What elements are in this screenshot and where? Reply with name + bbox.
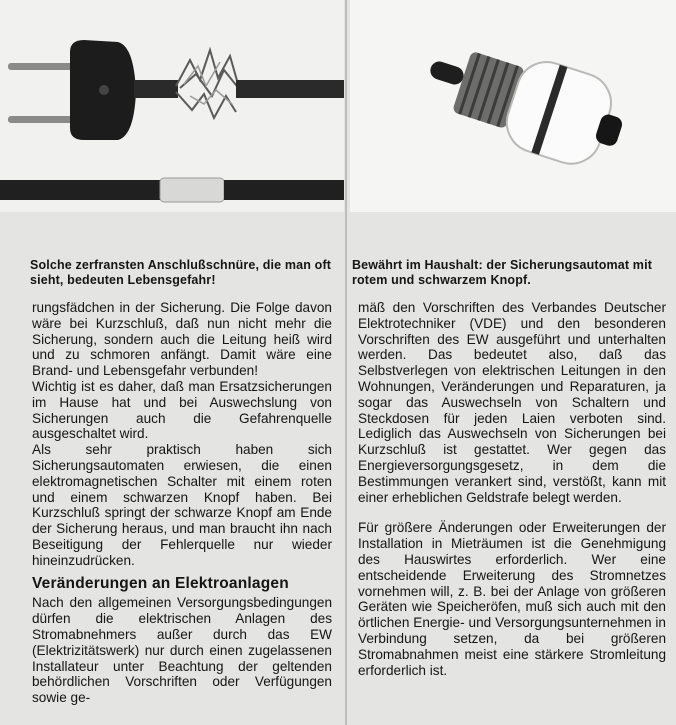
body-paragraph: mäß den Vorschriften des Verbandes Deutscher Elektrotechniker (VDE) und den besonderen Vorschriften des EW ausgeführt und unterhalten werden. Das bedeutet also, daß das Selbstverlegen von elektrischen Leitungen in den Wohnungen, Veränderungen und Reparaturen, ja sogar das Auswechseln von Schaltern und Steckdosen für jeden Laien verboten sind. Lediglich das Auswechseln von Sicherungen bei Kurzschluß ist gestattet. Wer gegen das Energieversorgungsgesetz, in dem die Bestimmungen verankert sind, verstößt, kann mit einer erheblichen Geldstrafe belegt werden.: [358, 300, 666, 505]
frayed-cable-illustration: [0, 0, 344, 212]
body-paragraph: Als sehr praktisch haben sich Sicherungsautomaten erwiesen, die einen elektromagnetischen Schalter mit einem roten und einem schwarzen Knopf haben. Bei Kurzschluß springt der schwarze Knopf am Ende der Sicherung heraus, und man braucht ihn nach Beseitigung der Fehlerquelle nur wieder hineinzudrücken.: [32, 442, 332, 568]
photo-caption-left: Solche zerfransten Anschlußschnüre, die man oft sieht, bedeuten Lebensgefahr!: [30, 258, 332, 287]
section-heading: Veränderungen an Elektroanlagen: [32, 574, 289, 592]
left-text-column: [32, 300, 332, 706]
column-divider: [345, 0, 347, 725]
body-paragraph: Wichtig ist es daher, daß man Ersatzsicherungen im Hause hat und bei Auswechslung von Sicherungen auch die Gefahrenquelle ausgeschaltet wird.: [32, 378, 332, 442]
body-paragraph: Für größere Änderungen oder Erweiterungen der Installation in Mieträumen ist die Genehmigung des Hauswirtes erforderlich. Wer eine entscheidende Erweiterung des Stromnetzes vornehmen will, z. B. bei der Anlage von größeren Geräten wie Speicheröfen, muß sich auch mit den örtlichen Energie- und Versorgungsunternehmen in Verbindung setzen, da bei größeren Stromabnahmen meist eine stärkere Stromleitung erforderlich ist.: [358, 520, 666, 678]
circuit-breaker-illustration: [350, 0, 676, 212]
frayed-cable-photo: [0, 0, 344, 212]
circuit-breaker-photo: [350, 0, 676, 212]
photo-caption-right: Bewährt im Haushalt: der Sicherungsautomat mit rotem und schwarzem Knopf.: [352, 258, 653, 287]
body-paragraph: rungsfädchen in der Sicherung. Die Folge davon wäre bei Kurzschluß, daß nun nicht mehr die Sicherung, sondern auch die Leitung heiß wird und zu schmoren anfängt. Damit wäre eine Brand- und Lebensgefahr verbunden!: [32, 300, 332, 379]
body-paragraph: Nach den allgemeinen Versorgungsbedingungen dürfen die elektrischen Anlagen des Stromabnehmers außer durch das EW (Elektrizitätswerk) nur durch einen zugelassenen Installateur unter Beachtung der geltenden behördlichen Vorschriften oder Verfügungen sowie ge-: [32, 595, 332, 706]
right-text-column: [358, 300, 666, 678]
